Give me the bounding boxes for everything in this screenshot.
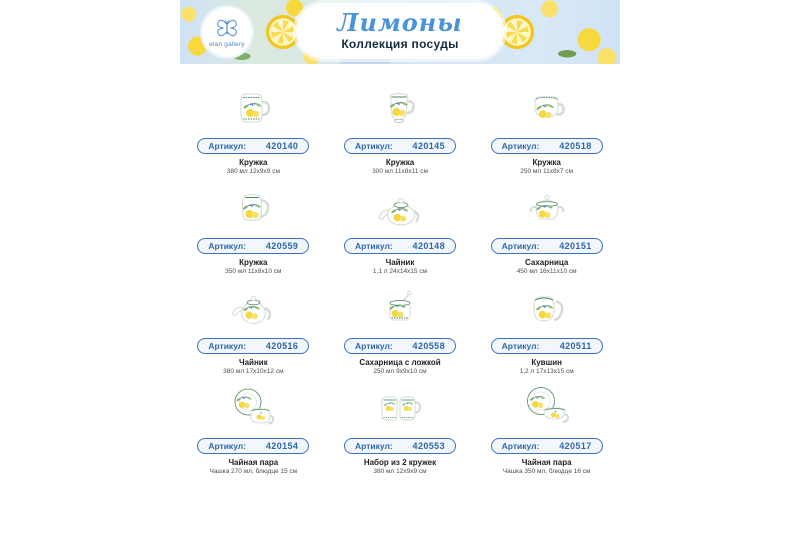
brand-logo xyxy=(200,5,254,59)
article-label: Артикул: xyxy=(501,141,540,151)
product-image-cup xyxy=(473,84,620,134)
collection-subtitle: Коллекция посуды xyxy=(341,37,459,51)
product-image-tea-pair xyxy=(180,384,327,434)
product-image-mug-footed xyxy=(327,84,474,134)
product-size: 450 мл 16х11х10 см xyxy=(516,268,577,275)
article-badge xyxy=(491,138,603,154)
article-number: 420558 xyxy=(412,341,445,351)
collection-title: Лимоны xyxy=(337,8,463,37)
product-name: Сахарница с ложкой xyxy=(359,358,441,367)
article-badge xyxy=(197,138,309,154)
article-number: 420511 xyxy=(559,341,592,351)
article-badge xyxy=(344,338,456,354)
article-label: Артикул: xyxy=(354,241,393,251)
article-badge xyxy=(197,238,309,254)
product-card xyxy=(327,184,474,284)
article-badge xyxy=(491,238,603,254)
article-badge xyxy=(197,438,309,454)
product-card xyxy=(473,384,620,484)
article-number: 420518 xyxy=(559,141,592,151)
article-label: Артикул: xyxy=(501,241,540,251)
product-grid xyxy=(180,84,620,484)
product-size: 1,2 л 17х13х15 см xyxy=(519,368,574,375)
product-card xyxy=(473,284,620,384)
product-card xyxy=(180,284,327,384)
article-badge xyxy=(491,438,603,454)
article-number: 420516 xyxy=(265,341,299,351)
article-label: Артикул: xyxy=(354,441,393,451)
article-number: 420140 xyxy=(265,141,299,151)
article-label: Артикул: xyxy=(354,341,393,351)
product-size: 380 мл 12х9х9 см xyxy=(226,168,280,175)
product-size: 250 мл 9х9х10 см xyxy=(373,368,427,375)
article-number: 420145 xyxy=(412,141,445,151)
article-badge xyxy=(344,138,456,154)
product-name: Кувшин xyxy=(531,358,562,367)
product-image-sugar-bowl-spoon xyxy=(327,284,474,334)
article-label: Артикул: xyxy=(208,441,247,451)
article-label: Артикул: xyxy=(208,141,247,151)
product-image-jug xyxy=(473,284,620,334)
brand-name: elan gallery xyxy=(209,41,245,48)
product-image-teapot-tall xyxy=(180,284,327,334)
article-badge xyxy=(491,338,603,354)
product-size: 300 мл 11х8х11 см xyxy=(372,168,428,175)
product-size: 250 мл 11х8х7 см xyxy=(520,168,574,175)
article-badge xyxy=(344,438,456,454)
article-badge xyxy=(344,238,456,254)
article-badge xyxy=(197,338,309,354)
product-name: Кружка xyxy=(385,158,415,167)
product-card xyxy=(180,384,327,484)
butterfly-icon xyxy=(214,16,240,40)
article-number: 420517 xyxy=(559,441,592,451)
title-panel xyxy=(296,3,504,59)
product-name: Набор из 2 кружек xyxy=(363,458,437,467)
product-name: Чайник xyxy=(238,358,268,367)
article-number: 420154 xyxy=(265,441,299,451)
article-label: Артикул: xyxy=(208,241,247,251)
header-banner xyxy=(180,0,620,64)
product-image-two-mugs xyxy=(327,384,474,434)
product-card xyxy=(327,84,474,184)
article-label: Артикул: xyxy=(354,141,393,151)
product-size: Чашка 270 мл, блюдце 15 см xyxy=(209,468,298,475)
article-number: 420559 xyxy=(265,241,299,251)
product-card xyxy=(327,284,474,384)
product-image-mug xyxy=(180,84,327,134)
product-name: Чайник xyxy=(385,258,415,267)
article-label: Артикул: xyxy=(501,441,540,451)
product-card xyxy=(327,384,474,484)
product-size: 350 мл 11х8х10 см xyxy=(225,268,282,275)
product-name: Чайная пара xyxy=(521,458,572,467)
product-image-teapot xyxy=(327,184,474,234)
article-number: 420553 xyxy=(412,441,445,451)
product-image-tea-pair-2 xyxy=(473,384,620,434)
article-number: 420151 xyxy=(559,241,592,251)
product-card xyxy=(180,84,327,184)
product-card xyxy=(473,184,620,284)
article-label: Артикул: xyxy=(501,341,540,351)
product-name: Сахарница xyxy=(525,258,569,267)
product-size: 380 мл 17х10х12 см xyxy=(223,368,284,375)
product-name: Кружка xyxy=(239,258,268,267)
product-name: Кружка xyxy=(239,158,268,167)
product-card xyxy=(473,84,620,184)
product-name: Кружка xyxy=(532,158,561,167)
product-card xyxy=(180,184,327,284)
product-size: Чашка 350 мл, блюдце 16 см xyxy=(502,468,591,475)
product-image-mug-round xyxy=(180,184,327,234)
article-label: Артикул: xyxy=(208,341,247,351)
product-image-sugar-bowl xyxy=(473,184,620,234)
product-size: 1,1 л 24х14х15 см xyxy=(372,268,428,275)
product-name: Чайная пара xyxy=(228,458,279,467)
product-size: 380 мл 12х9х9 см xyxy=(373,468,427,475)
article-number: 420148 xyxy=(412,241,445,251)
